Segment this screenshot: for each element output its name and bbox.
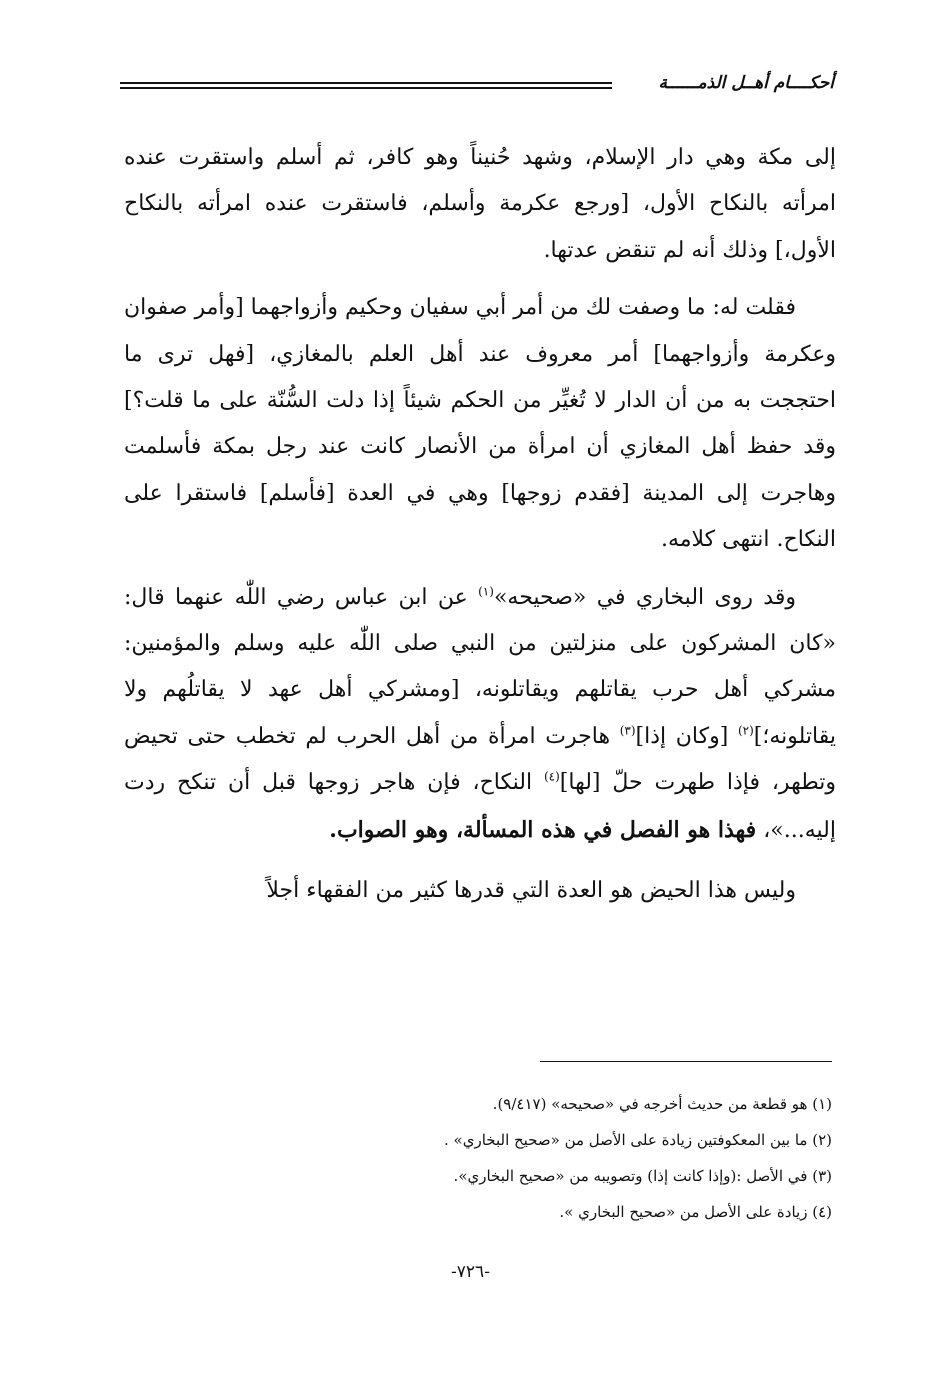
bold-conclusion: فهذا هو الفصل في هذه المسألة، وهو الصواب. <box>329 816 757 843</box>
paragraph-3 <box>124 575 836 854</box>
footnote-separator <box>540 1061 832 1062</box>
footnote-ref-4: (٤) <box>543 769 560 784</box>
paragraph-3-text: وقد روى البخاري في «صحيحه» <box>493 584 796 610</box>
running-header <box>120 66 834 106</box>
main-text <box>124 135 836 915</box>
footnote-1: (١) هو قطعة من حديث أخرجه في «صحيحه» (٩/٤١٧). <box>492 1095 832 1113</box>
page-number: -٧٢٦- <box>451 1262 490 1282</box>
header-double-rule <box>120 82 612 89</box>
footnote-2: (٢) ما بين المعكوفتين زيادة على الأصل من «صحيح البخاري» . <box>444 1131 832 1149</box>
footnote-4: (٤) زيادة على الأصل من «صحيح البخاري ». <box>559 1203 832 1221</box>
footnote-ref-2: (٢) <box>737 723 754 738</box>
paragraph-4-start: وليس هذا الحيض هو العدة التي قدرها كثير من الفقهاء أجلاً <box>266 878 796 904</box>
footnotes <box>200 1086 832 1230</box>
header-title: أحكــــام أهــل الذمــــــة <box>658 73 834 93</box>
paragraph-3-text: هاجرت امرأة من أهل الحرب لم تخطب حتى تحيض وتطهر، فإذا طهرت حلّ [لها] <box>124 723 837 796</box>
footnote-ref-1: (١) <box>478 584 494 599</box>
paragraph-3-text: عن ابن عباس رضي اللّٰه عنهما قال: «كان المشركون على منزلتين من النبي صلى اللّٰه عليه وسلم والمؤمنين: مشركي أهل حرب يقاتلهم ويقاتلونه، [ومشركي أهل عهد لا يقاتلُهم ولا يقاتلونه؛] <box>124 584 836 749</box>
footnote-ref-3: (٣) <box>619 723 636 738</box>
paragraph-1: إلى مكة وهي دار الإسلام، وشهد حُنيناً وهو كافر، ثم أسلم واستقرت عنده امرأته بالنكاح الأول، [ورجع عكرمة وأسلم، فاستقرت عنده امرأته بالنكاح الأول،] وذلك أنه لم تنقض عدتها. <box>124 145 836 263</box>
footnote-3: (٣) في الأصل :(وإذا كانت إذا) وتصويبه من «صحيح البخاري». <box>453 1167 832 1185</box>
paragraph-3-text: [وكان إذا] <box>635 723 738 749</box>
paragraph-2: فقلت له: ما وصفت لك من أمر أبي سفيان وحكيم وأزواجهما [وأمر صفوان وعكرمة وأزواجهما] أمر معروف عند أهل العلم بالمغازي، [فهل ترى ما احتججت به من أن الدار لا تُغيِّر من الحكم شيئاً إذا دلت السُّنّة على ما قلت؟] وقد حفظ أهل المغازي أن امرأة من الأنصار كانت عند رجل بمكة فأسلمت وهاجرت إلى المدينة [فقدم زوجها] وهي في العدة [فأسلم] فاستقرا على النكاح. انتهى كلامه. <box>124 295 836 553</box>
paragraph-3-text: النكاح، فإن هاجر زوجها قبل أن تنكح ردت إليه...»، <box>124 770 836 843</box>
